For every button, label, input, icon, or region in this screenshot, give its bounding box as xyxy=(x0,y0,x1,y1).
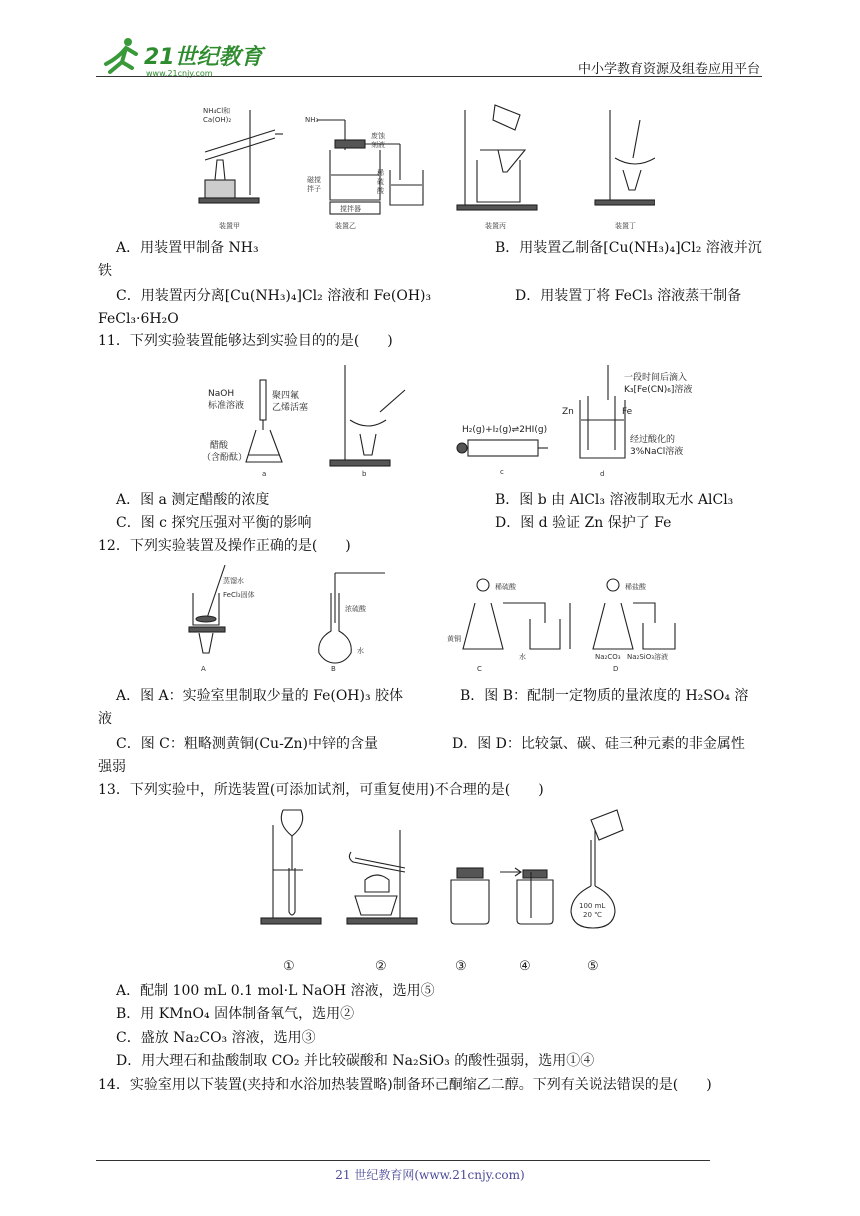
svg-text:装置乙: 装置乙 xyxy=(335,222,356,230)
svg-text:21世纪教育: 21世纪教育 xyxy=(144,45,263,70)
q12-option-a: A．图 A：实验室里制取少量的 Fe(OH)₃ 胶体 xyxy=(116,688,404,704)
svg-text:硫: 硫 xyxy=(377,178,384,186)
svg-text:b: b xyxy=(362,470,367,478)
footer-divider xyxy=(96,1160,710,1161)
svg-text:①: ① xyxy=(283,959,295,974)
svg-text:Zn: Zn xyxy=(562,407,574,417)
svg-text:蒸馏水: 蒸馏水 xyxy=(223,577,244,585)
svg-text:20 ℃: 20 ℃ xyxy=(583,911,602,919)
svg-text:②: ② xyxy=(375,959,387,974)
svg-text:a: a xyxy=(262,470,267,478)
q13-option-a: A．配制 100 mL 0.1 mol·L NaOH 溶液，选用⑤ xyxy=(116,983,435,999)
apparatus-A xyxy=(189,565,255,673)
apparatus-c xyxy=(457,425,548,476)
q11-option-c: C．图 c 探究压强对平衡的影响 xyxy=(116,515,312,531)
apparatus-jia xyxy=(199,106,283,230)
apparatus-C xyxy=(447,579,570,673)
q10-option-b: B．用装置乙制备[Cu(NH₃)₄]Cl₂ 溶液并沉 xyxy=(495,240,762,256)
apparatus-2 xyxy=(347,830,417,974)
q12-stem: 12．下列实验装置及操作正确的是( ) xyxy=(98,538,351,554)
svg-text:NaOH: NaOH xyxy=(208,389,235,399)
svg-text:（含酚酞）: （含酚酞） xyxy=(202,453,248,463)
apparatus-ding xyxy=(595,110,655,230)
svg-text:A: A xyxy=(201,665,206,673)
svg-text:磁搅: 磁搅 xyxy=(307,176,321,184)
q13-option-c: C．盛放 Na₂CO₃ 溶液，选用③ xyxy=(116,1030,316,1046)
q13-apparatus-figure xyxy=(255,800,635,980)
apparatus-B xyxy=(319,573,385,673)
q11-apparatus-figure xyxy=(200,360,720,480)
svg-text:稀盐酸: 稀盐酸 xyxy=(625,583,646,591)
svg-text:⑤: ⑤ xyxy=(587,959,599,974)
svg-text:Fe: Fe xyxy=(622,407,633,417)
q10-apparatus-figure xyxy=(195,100,655,235)
q10-option-c: C．用装置丙分离[Cu(NH₃)₄]Cl₂ 溶液和 Fe(OH)₃ xyxy=(116,288,432,304)
svg-text:醋酸: 醋酸 xyxy=(210,441,229,451)
svg-text:搅拌器: 搅拌器 xyxy=(340,205,361,213)
apparatus-5 xyxy=(571,810,623,974)
svg-text:K₃[Fe(CN)₆]溶液: K₃[Fe(CN)₆]溶液 xyxy=(624,385,693,395)
platform-name: 中小学教育资源及组卷应用平台 xyxy=(577,62,760,77)
svg-text:c: c xyxy=(500,468,504,476)
svg-text:装置甲: 装置甲 xyxy=(219,222,240,230)
apparatus-3 xyxy=(451,868,489,974)
q11-stem: 11．下列实验装置能够达到实验目的的是( ) xyxy=(98,333,393,349)
svg-text:黄铜: 黄铜 xyxy=(447,635,461,643)
svg-text:D: D xyxy=(613,665,619,673)
svg-text:稀: 稀 xyxy=(377,169,384,177)
apparatus-yi xyxy=(305,116,423,230)
svg-text:一段时间后滴入: 一段时间后滴入 xyxy=(624,373,688,383)
apparatus-bing xyxy=(457,105,537,230)
apparatus-D xyxy=(593,579,675,673)
header-divider xyxy=(96,76,762,77)
svg-text:NH₄Cl和: NH₄Cl和 xyxy=(203,107,231,115)
svg-text:www.21cnjy.com: www.21cnjy.com xyxy=(146,69,213,78)
apparatus-1 xyxy=(261,810,321,974)
site-logo xyxy=(96,34,266,80)
svg-text:乙烯活塞: 乙烯活塞 xyxy=(272,403,309,413)
q12-option-d-cont: 强弱 xyxy=(98,759,126,775)
q13-stem: 13．下列实验中，所选装置(可添加试剂，可重复使用)不合理的是( ) xyxy=(98,782,544,798)
q11-option-d: D．图 d 验证 Zn 保护了 Fe xyxy=(495,515,672,531)
svg-text:聚四氟: 聚四氟 xyxy=(272,391,300,401)
q11-option-a: A．图 a 测定醋酸的浓度 xyxy=(116,492,270,508)
svg-text:③: ③ xyxy=(455,959,467,974)
svg-text:装置丁: 装置丁 xyxy=(615,222,636,230)
q12-option-c: C．图 C：粗略测黄铜(Cu-Zn)中锌的含量 xyxy=(116,736,379,752)
apparatus-d xyxy=(562,365,692,478)
apparatus-a xyxy=(202,380,308,478)
svg-text:刻液: 刻液 xyxy=(371,141,385,149)
runner-icon xyxy=(106,38,136,72)
apparatus-b xyxy=(330,365,405,478)
svg-text:标准溶液: 标准溶液 xyxy=(208,401,245,411)
q13-option-b: B．用 KMnO₄ 固体制备氧气，选用② xyxy=(116,1006,355,1022)
svg-text:装置丙: 装置丙 xyxy=(485,222,506,230)
footer-text: 21 世纪教育网(www.21cnjy.com) xyxy=(335,1168,525,1182)
svg-text:酸: 酸 xyxy=(377,187,384,195)
apparatus-4 xyxy=(500,868,553,974)
q12-option-b: B．图 B：配制一定物质的量浓度的 H₂SO₄ 溶 xyxy=(460,688,749,704)
svg-text:H₂(g)+I₂(g)⇌2HI(g): H₂(g)+I₂(g)⇌2HI(g) xyxy=(462,425,548,435)
q12-option-b-cont: 液 xyxy=(98,711,112,727)
q11-option-b: B．图 b 由 AlCl₃ 溶液制取无水 AlCl₃ xyxy=(495,492,734,508)
q10-option-b-cont: 铁 xyxy=(98,263,112,279)
svg-text:浓硫酸: 浓硫酸 xyxy=(345,605,366,613)
q10-option-a: A．用装置甲制备 NH₃ xyxy=(116,240,259,256)
q13-option-d: D．用大理石和盐酸制取 CO₂ 并比较碳酸和 Na₂SiO₃ 的酸性强弱，选用①④ xyxy=(116,1053,595,1069)
svg-text:d: d xyxy=(600,470,605,478)
svg-text:3%NaCl溶液: 3%NaCl溶液 xyxy=(630,447,684,457)
svg-text:C: C xyxy=(477,665,482,673)
svg-text:④: ④ xyxy=(519,959,531,974)
q10-option-d: D．用装置丁将 FeCl₃ 溶液蒸干制备 xyxy=(515,288,742,304)
svg-text:Ca(OH)₂: Ca(OH)₂ xyxy=(203,116,232,124)
svg-text:废蚀: 废蚀 xyxy=(371,132,385,140)
svg-text:Na₂CO₃: Na₂CO₃ xyxy=(595,653,621,661)
svg-text:拌子: 拌子 xyxy=(307,185,321,193)
svg-text:100 mL: 100 mL xyxy=(579,902,606,910)
svg-text:水: 水 xyxy=(357,647,364,655)
q14-stem: 14．实验室用以下装置(夹持和水浴加热装置略)制备环己酮缩乙二醇。下列有关说法错误的是( ) xyxy=(98,1077,712,1093)
svg-text:Na₂SiO₃溶液: Na₂SiO₃溶液 xyxy=(627,653,669,661)
q12-apparatus-figure xyxy=(185,563,685,678)
svg-text:NH₃: NH₃ xyxy=(305,116,319,124)
svg-text:FeCl₃固体: FeCl₃固体 xyxy=(223,591,255,599)
svg-text:经过酸化的: 经过酸化的 xyxy=(630,435,676,445)
svg-text:稀硫酸: 稀硫酸 xyxy=(495,583,516,591)
q10-option-d-cont: FeCl₃·6H₂O xyxy=(98,311,179,327)
svg-text:水: 水 xyxy=(519,653,526,661)
q12-option-d: D．图 D：比较氯、碳、硅三种元素的非金属性 xyxy=(452,736,745,752)
svg-text:B: B xyxy=(331,665,336,673)
